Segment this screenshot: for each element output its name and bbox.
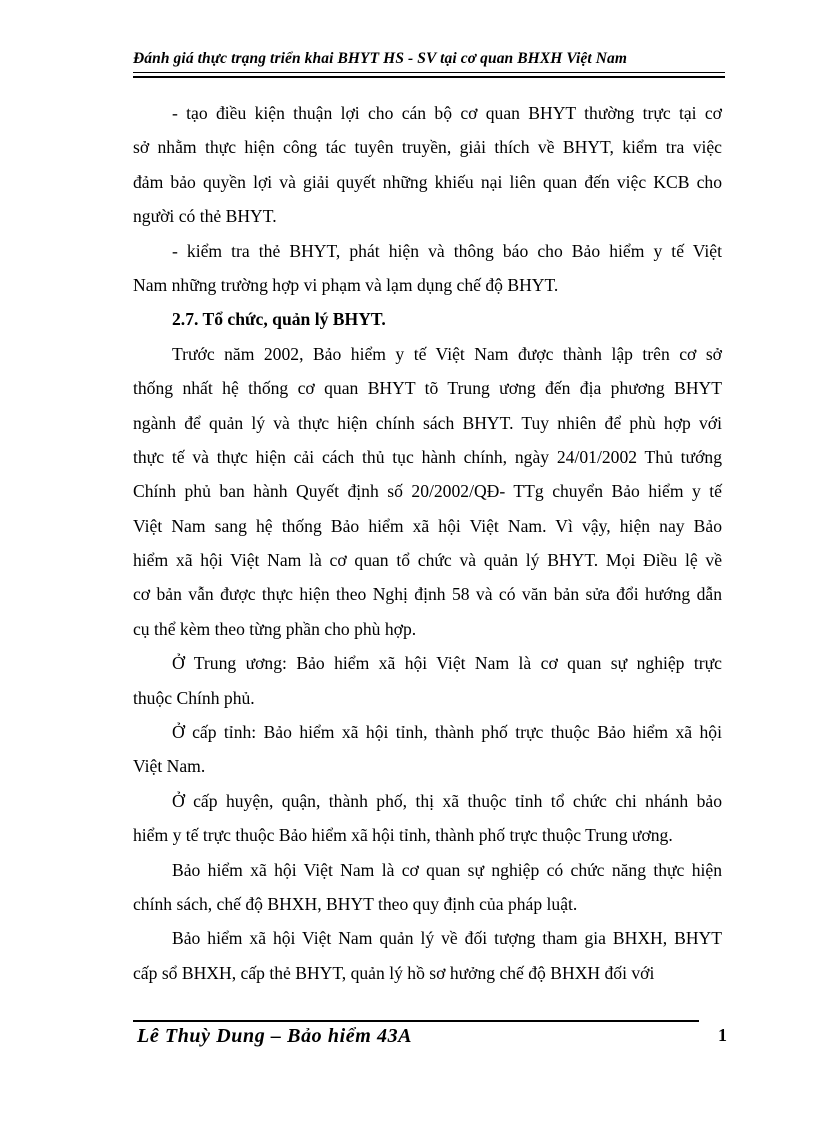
paragraph-line: người có thẻ BHYT. [133,206,277,227]
paragraph-line: cấp sổ BHXH, cấp thẻ BHYT, quản lý hồ sơ hưởng chế độ BHXH đối với [133,962,655,983]
paragraph-line: đảm bảo quyền lợi và giải quyết những khiếu nại liên quan đến việc KCB cho [133,171,722,192]
document-body [133,96,722,990]
paragraph-line: Ở cấp huyện, quận, thành phố, thị xã thuộc tỉnh tổ chức chi nhánh bảo [172,790,722,811]
paragraph-line: Bảo hiểm xã hội Việt Nam quản lý về đối tượng tham gia BHXH, BHYT [172,928,722,949]
page-number: 1 [718,1025,727,1045]
paragraph-line: thống nhất hệ thống cơ quan BHYT tõ Trung ương đến địa phương BHYT [133,378,722,399]
paragraph-line: - tạo điều kiện thuận lợi cho cán bộ cơ quan BHYT thường trực tại cơ [172,103,722,123]
paragraph-line: Bảo hiểm xã hội Việt Nam là cơ quan sự nghiệp có chức năng thực hiện [172,859,722,880]
paragraph-line: Việt Nam. [133,756,206,777]
paragraph-line: ngành để quản lý và thực hiện chính sách BHYT. Tuy nhiên để phù hợp với [133,412,722,433]
footer-rule [133,1020,699,1022]
paragraph-line: sở nhằm thực hiện công tác tuyên truyền, giải thích về BHYT, kiểm tra việc [133,137,722,158]
paragraph-line: cơ bản vẫn được thực hiện theo Nghị định 58 và có văn bản sửa đổi hướng dẫn [133,584,722,605]
header-rule [133,72,725,73]
paragraph-line: - kiểm tra thẻ BHYT, phát hiện và thông báo cho Bảo hiểm y tế Việt [172,240,722,261]
paragraph-line: hiểm y tế trực thuộc Bảo hiểm xã hội tỉnh, thành phố trực thuộc Trung ương. [133,825,673,846]
paragraph-line: hiểm xã hội Việt Nam là cơ quan tổ chức và quản lý BHYT. Mọi Điều lệ về [133,550,722,571]
section-heading: 2.7. Tổ chức, quản lý BHYT. [172,309,386,330]
paragraph-line: Việt Nam sang hệ thống Bảo hiểm xã hội Việt Nam. Vì vậy, hiện nay Bảo [133,515,722,536]
paragraph-line: Nam những trường hợp vi phạm và lạm dụng chế độ BHYT. [133,274,559,295]
paragraph-line: Chính phủ ban hành Quyết định số 20/2002/QĐ- TTg chuyển Bảo hiểm y tế [133,481,722,502]
paragraph-line: Ở cấp tỉnh: Bảo hiểm xã hội tỉnh, thành phố trực thuộc Bảo hiểm xã hội [172,722,722,743]
paragraph-line: Trước năm 2002, Bảo hiểm y tế Việt Nam được thành lập trên cơ sở [172,343,722,364]
paragraph-line: cụ thể kèm theo từng phần cho phù hợp. [133,618,417,639]
paragraph-line: thuộc Chính phủ. [133,687,255,708]
footer-author: Lê Thuỳ Dung – Bảo hiểm 43A [137,1025,413,1047]
paragraph-line: chính sách, chế độ BHXH, BHYT theo quy định của pháp luật. [133,893,578,914]
running-header: Đánh giá thực trạng triển khai BHYT HS - SV tại cơ quan BHXH Việt Nam [133,50,628,67]
header-rule-thick [133,76,725,78]
paragraph-line: Ở Trung ương: Bảo hiểm xã hội Việt Nam là cơ quan sự nghiệp trực [172,653,722,674]
paragraph-line: thực tế và thực hiện cải cách thủ tục hành chính, ngày 24/01/2002 Thủ tướng [133,446,722,467]
